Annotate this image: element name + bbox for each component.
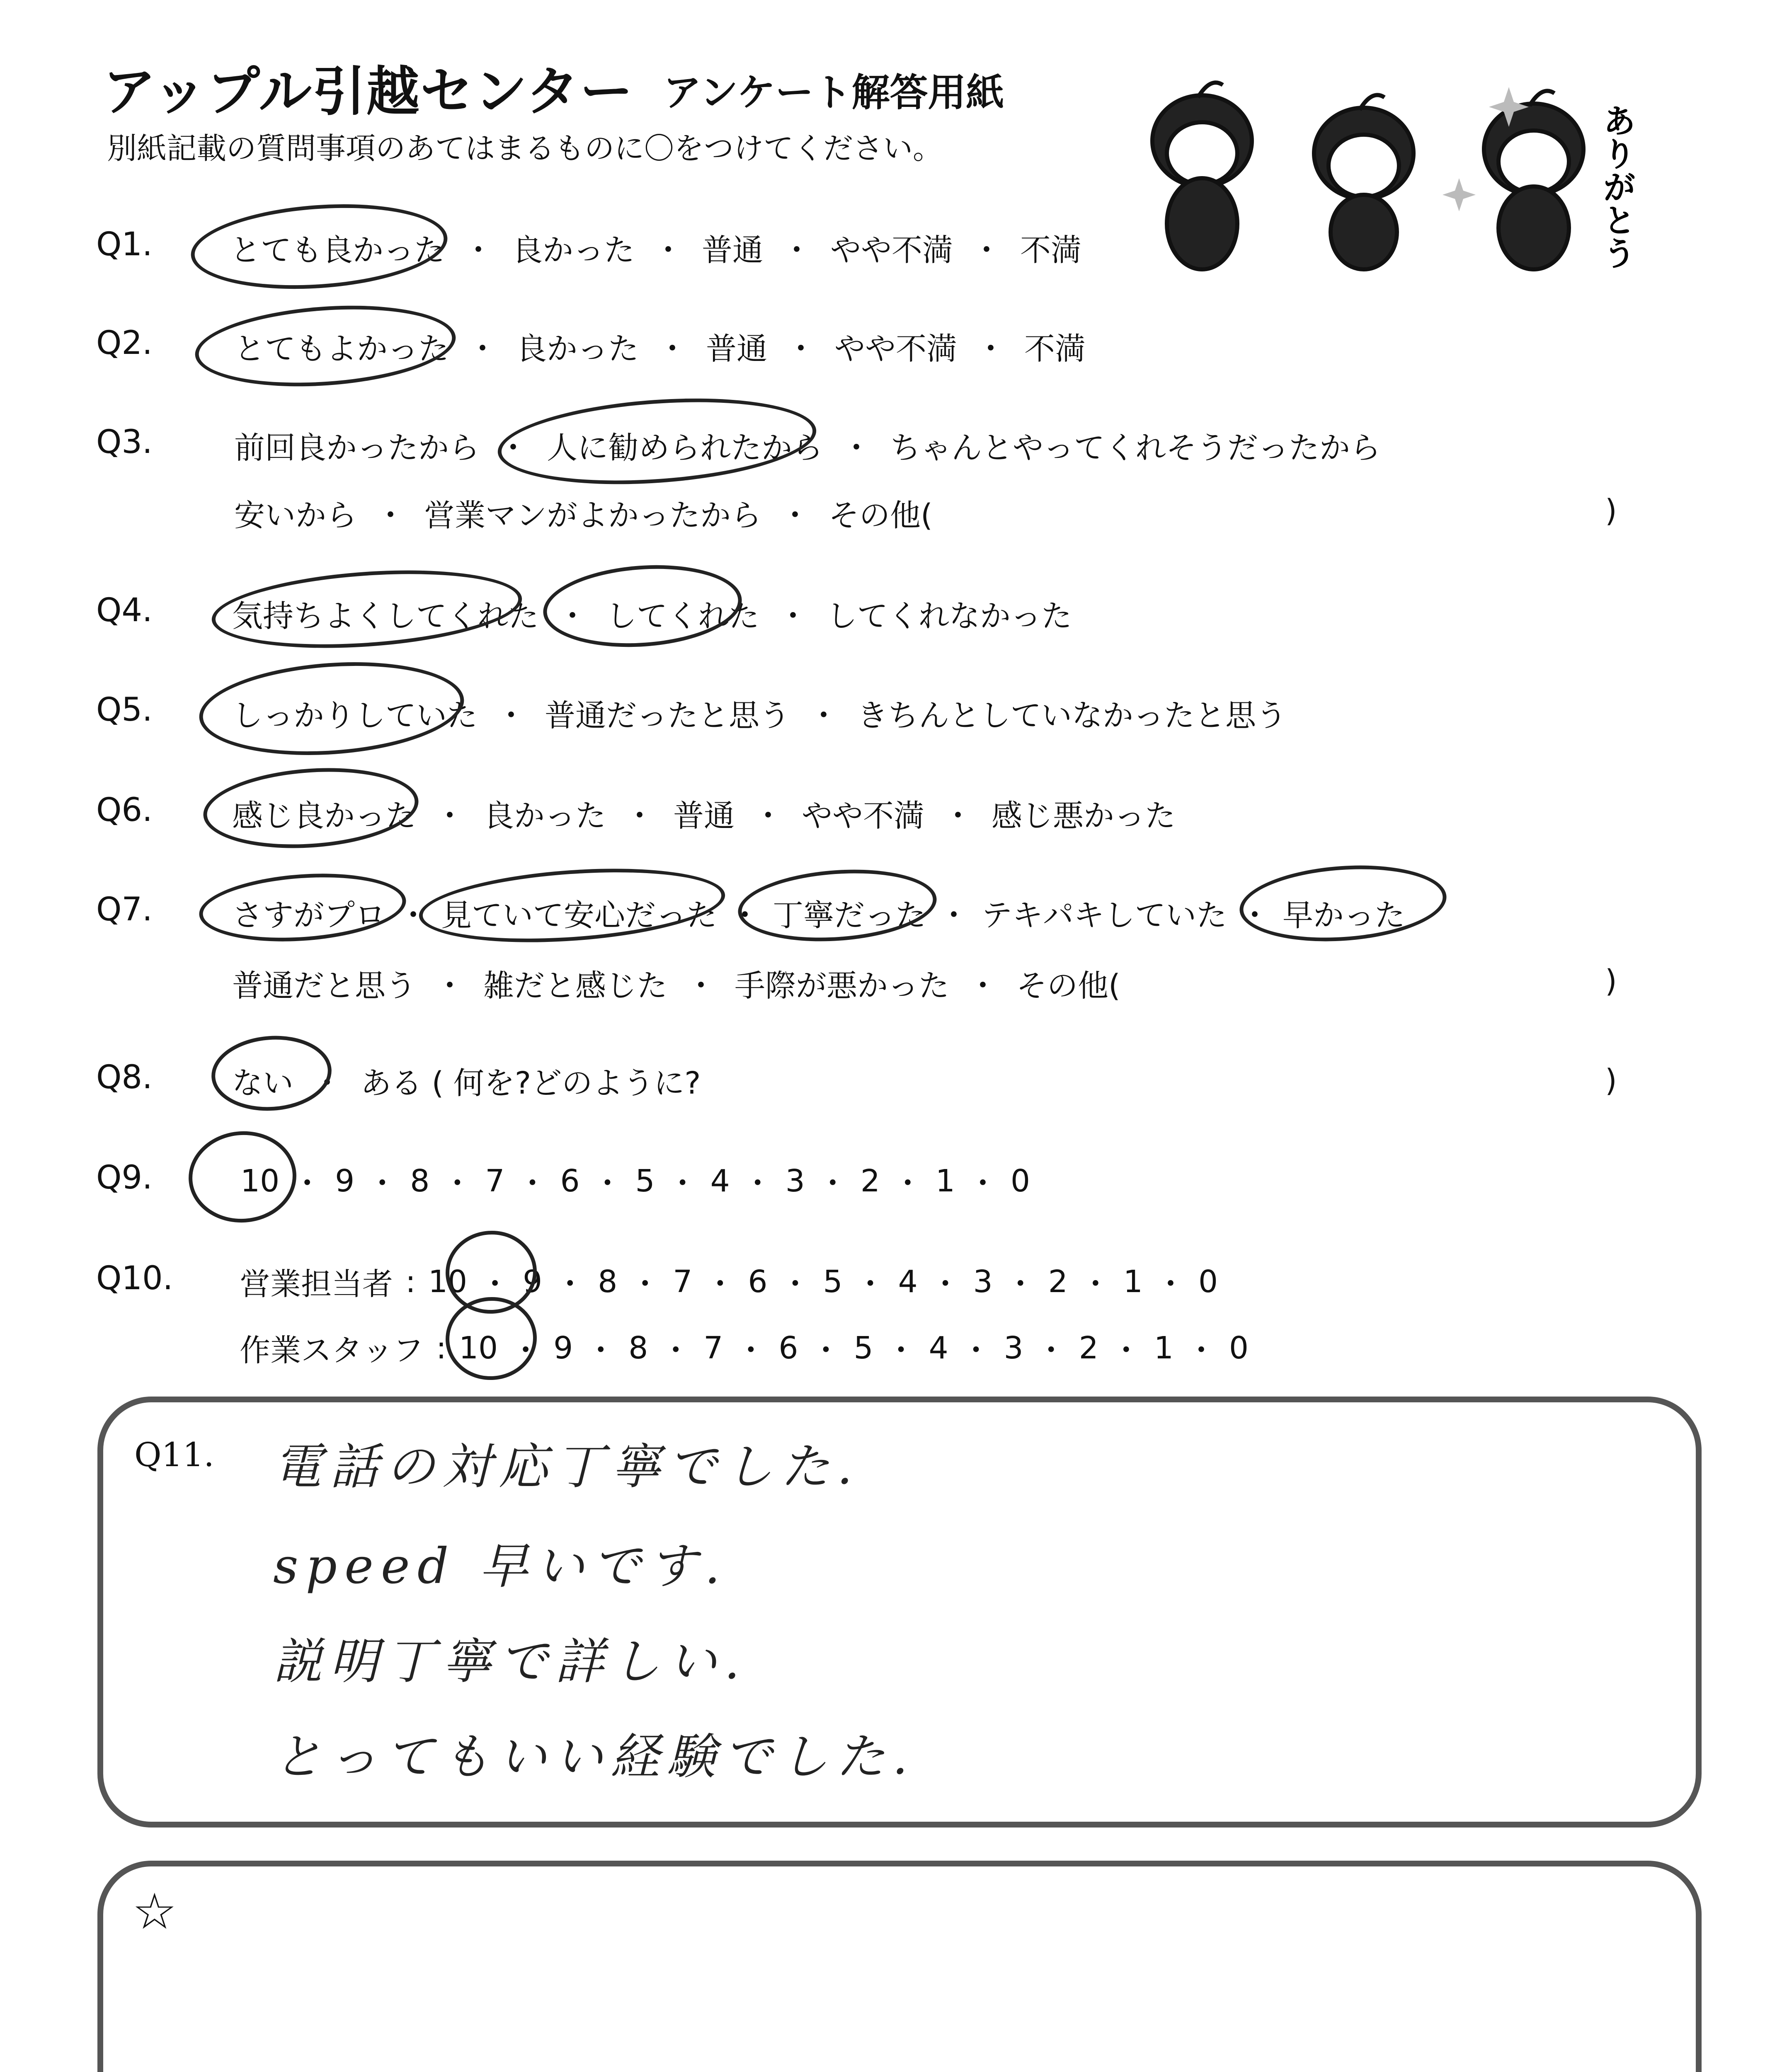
q11-comment-line: とってもいい経験でした. [273,1728,916,1785]
q6-option[interactable]: 感じ悪かった [992,798,1176,834]
q11-comment-line: 電話の対応丁寧でした. [273,1438,860,1495]
q9-score[interactable]: 3 [785,1163,805,1199]
q10-staff-score[interactable]: 10 [458,1330,498,1366]
q3-option[interactable]: 前回良かったから [234,430,480,466]
q9-score[interactable]: 7 [485,1163,505,1199]
q9-scale: 10 ・ 9 ・ 8 ・ 7 ・ 6 ・ 5 ・ 4 ・ 3 ・ 2 ・ 1 ・ 0 [240,1163,1030,1201]
q4-option[interactable]: 気持ちよくしてくれた [232,598,539,634]
q7-option[interactable]: 普通だと思う [232,968,416,1004]
q10-staff-score[interactable]: 8 [628,1330,648,1366]
q3-option[interactable]: ちゃんとやってくれそうだったから [890,430,1381,466]
star-icon: ☆ [132,1883,177,1941]
mascot-caption: ありがとう [1597,104,1636,269]
q11-label: Q11. [134,1435,214,1474]
q6-option[interactable]: 普通 [673,798,735,834]
q4-circle-mark [209,561,525,657]
star-comment-box[interactable] [97,1861,1702,2072]
q1-option[interactable]: 良かった [512,232,635,268]
q11-comment-box[interactable] [97,1397,1702,1828]
form-subtitle: アンケート解答用紙 [663,70,1004,115]
q10-sales-score[interactable]: 8 [598,1264,618,1300]
q5-option[interactable]: 普通だったと思う [545,698,790,733]
q9-number: Q9. [96,1159,153,1196]
q8-option[interactable]: ない [232,1065,293,1101]
q9-circle-mark [186,1128,300,1226]
q3-option[interactable]: 営業マンがよかったから [424,498,761,533]
q10-sales-score[interactable]: 0 [1198,1264,1218,1300]
q5-option[interactable]: しっかりしていた [232,698,478,733]
q10-staff-score[interactable]: 7 [703,1330,723,1366]
monkey-icon-right [1484,91,1583,269]
q7-option[interactable]: 見ていて安心だった [441,898,717,933]
q9-score[interactable]: 8 [410,1163,430,1199]
q7-option[interactable]: 早かった [1283,898,1405,933]
q8-number: Q8. [96,1059,153,1096]
q3-number: Q3. [96,424,153,461]
q10-staff-row: 作業スタッフ : 10 ・ 9 ・ 8 ・ 7 ・ 6 ・ 5 ・ 4 ・ 3 ・ 2 ・ 1 ・ 0 [240,1326,1249,1370]
q3-options-line1: 前回良かったから ・ 人に勧められたから ・ ちゃんとやってくれそうだったから [234,424,1381,467]
q8-option[interactable]: ある ( 何を?どのように? [361,1065,701,1101]
q7-close-paren: ) [1605,963,1617,999]
q4-options: 気持ちよくしてくれた ・ してくれた ・ してくれなかった [232,592,1072,636]
q9-score[interactable]: 0 [1011,1163,1030,1199]
q2-option[interactable]: とてもよかった [234,331,449,367]
q5-option[interactable]: きちんとしていなかったと思う [857,698,1287,733]
q3-option[interactable]: 人に勧められたから [547,430,823,466]
q7-circle-mark [197,867,408,948]
q3-option[interactable]: 安いから [234,498,357,533]
q6-number: Q6. [96,792,153,829]
q1-number: Q1. [96,226,153,263]
q2-number: Q2. [96,324,153,362]
q2-option[interactable]: やや不満 [834,331,957,367]
q9-score[interactable]: 1 [935,1163,955,1199]
monkey-mascots-illustration [1119,58,1683,274]
q9-score[interactable]: 5 [635,1163,655,1199]
q5-circle-mark [196,654,467,763]
instruction-text: 別紙記載の質問事項のあてはまるものに〇をつけてください。 [107,131,943,166]
q10-staff-score[interactable]: 6 [778,1330,798,1366]
q10-staff-score[interactable]: 2 [1079,1330,1098,1366]
q9-score[interactable]: 4 [710,1163,730,1199]
q3-circle-mark [495,389,819,494]
q2-option[interactable]: 不満 [1024,331,1086,367]
monkey-icon-left [1152,82,1252,269]
q1-option[interactable]: やや不満 [830,232,953,268]
q3-options-line2: 安いから ・ 営業マンがよかったから ・ その他( [234,491,933,535]
q6-option[interactable]: 良かった [483,798,606,834]
q1-circle-mark [188,196,450,297]
form-title: アップル引越センター [103,61,634,123]
q10-staff-score[interactable]: 5 [853,1330,873,1366]
q7-option[interactable]: 雑だと感じた [483,968,667,1004]
q7-number: Q7. [96,891,153,928]
q10-staff-label: 作業スタッフ [240,1333,424,1368]
q5-options: しっかりしていた ・ 普通だったと思う ・ きちんとしていなかったと思う [232,691,1287,735]
monkey-icon-middle [1314,95,1413,269]
q4-circle-mark [541,559,744,653]
q7-circle-mark [417,859,727,951]
q8-options: ない ・ ある ( 何を?どのように? [232,1059,701,1103]
q7-options-line2: 普通だと思う ・ 雑だと感じた ・ 手際が悪かった ・ その他( [232,961,1120,1005]
q10-number: Q10. [96,1260,173,1297]
q1-option[interactable]: 不満 [1020,232,1081,268]
q10-staff-score[interactable]: 1 [1154,1330,1173,1366]
q7-option[interactable]: テキパキしていた [982,898,1227,933]
q1-option[interactable]: 普通 [702,232,763,268]
q6-option[interactable]: やや不満 [802,798,924,834]
q10-sales-score[interactable]: 10 [428,1264,468,1300]
q2-option[interactable]: 良かった [516,331,639,367]
q10-sales-row: 営業担当者 : 10 ・ 9 ・ 8 ・ 7 ・ 6 ・ 5 ・ 4 ・ 3 ・ 2 ・ 1 ・ 0 [240,1260,1218,1304]
q9-score[interactable]: 2 [860,1163,880,1199]
q4-option[interactable]: してくれた [606,598,759,634]
q10-staff-score[interactable]: 4 [929,1330,948,1366]
q7-option-other[interactable]: その他( [1016,968,1120,1004]
q10-sales-score[interactable]: 9 [523,1264,543,1300]
q6-options: 感じ良かった ・ 良かった ・ 普通 ・ やや不満 ・ 感じ悪かった [232,792,1176,835]
q3-option-other[interactable]: その他( [829,498,933,533]
q5-number: Q5. [96,691,153,729]
q10-sales-score[interactable]: 7 [673,1264,693,1300]
q7-options-line1: さすがプロ ・ 見ていて安心だった ・ 丁寧だった ・ テキパキしていた ・ 早かった [232,891,1405,935]
q9-score[interactable]: 9 [335,1163,355,1199]
q4-number: Q4. [96,592,153,629]
q10-staff-score[interactable]: 9 [553,1330,573,1366]
q1-options: とても良かった ・ 良かった ・ 普通 ・ やや不満 ・ 不満 [230,226,1081,270]
q10-staff-score[interactable]: 0 [1229,1330,1249,1366]
q10-sales-score[interactable]: 5 [823,1264,843,1300]
q10-sales-score[interactable]: 4 [898,1264,918,1300]
q7-circle-mark [736,863,939,947]
q10-sales-score[interactable]: 3 [973,1264,993,1300]
q7-option[interactable]: 手際が悪かった [735,968,949,1004]
q10-sales-label: 営業担当者 [240,1266,393,1302]
q9-score[interactable]: 10 [240,1163,280,1199]
q10-sales-score[interactable]: 2 [1048,1264,1068,1300]
q10-sales-score[interactable]: 1 [1123,1264,1143,1300]
q2-options: とてもよかった ・ 良かった ・ 普通 ・ やや不満 ・ 不満 [234,324,1086,368]
q8-close-paren: ) [1605,1063,1617,1099]
q4-option[interactable]: してくれなかった [827,598,1072,634]
q11-comment-line: speed 早いです. [273,1537,728,1595]
q2-option[interactable]: 普通 [706,331,767,367]
q3-close-paren: ) [1605,493,1617,529]
q11-comment-line: 説明丁寧で詳しい. [273,1633,747,1690]
q1-option[interactable]: とても良かった [230,232,445,268]
q10-staff-score[interactable]: 3 [1004,1330,1023,1366]
q6-circle-mark [201,761,421,855]
q7-option[interactable]: さすがプロ [232,898,385,933]
q6-option[interactable]: 感じ良かった [232,798,416,834]
q9-score[interactable]: 6 [560,1163,580,1199]
q2-circle-mark [192,298,458,394]
q7-option[interactable]: 丁寧だった [773,898,926,933]
q10-sales-score[interactable]: 6 [748,1264,768,1300]
